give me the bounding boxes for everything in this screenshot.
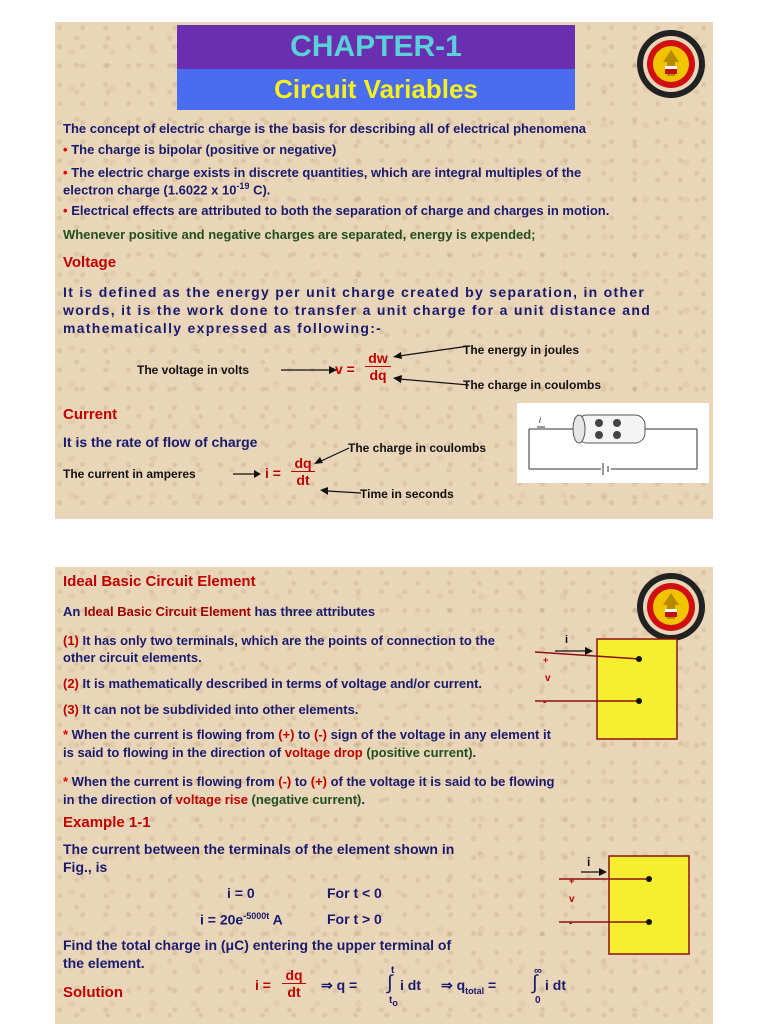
example-heading: Example 1-1 — [63, 814, 151, 831]
current-rise-line2 — [63, 792, 365, 807]
voltage-def-line1: It is defined as the energy per unit charge created by separation, in other — [63, 284, 646, 300]
asterisk-marker: * — [63, 774, 69, 789]
b1-plus: (+) — [278, 727, 295, 742]
electron-charge-exponent: -19 — [236, 181, 250, 191]
b2-a: When the current is flowing from — [68, 774, 279, 789]
integral1-sign: ∫ — [387, 972, 393, 994]
integral1-lower-sub: o — [392, 998, 398, 1008]
bullet-bipolar-text: The charge is bipolar (positive or negative) — [71, 142, 337, 157]
integral1-lower — [389, 995, 398, 1008]
bullet-marker: • — [63, 165, 68, 180]
attr-3-text: It can not be subdivided into other elements. — [78, 702, 359, 717]
arrow-left-icon — [391, 374, 471, 388]
intro-text: The concept of electric charge is the basis for describing all of electrical phenomena — [63, 121, 587, 136]
attr-pre: An — [63, 604, 84, 619]
current-drop-bullet — [63, 727, 551, 742]
bullet-marker: • — [63, 142, 68, 157]
voltage-fraction — [365, 350, 391, 383]
b1-c: sign of the voltage in any element it — [326, 727, 551, 742]
asterisk-marker: * — [63, 727, 69, 742]
slide-circuit-variables — [55, 22, 713, 519]
bullet-discrete — [63, 165, 581, 180]
chapter-subtitle: Circuit Variables — [177, 69, 575, 110]
case2-exponent: -5000t — [243, 911, 270, 921]
attribute-2 — [63, 676, 482, 691]
case1-condition: For t < 0 — [327, 885, 382, 901]
arrow-right-icon — [231, 468, 263, 480]
attr-term: Ideal Basic Circuit Element — [83, 604, 251, 619]
integral2-lower: 0 — [535, 995, 541, 1006]
arrow-right-icon — [279, 364, 339, 376]
b2-minus: (-) — [278, 774, 292, 789]
integral2-sign: ∫ — [532, 972, 538, 994]
solution-denominator: dt — [287, 984, 301, 1000]
current-numerator: dq — [291, 455, 315, 472]
voltage-def-line2: words, it is the work done to transfer a unit charge for a unit distance and — [63, 302, 652, 318]
voltage-drop-term: voltage drop — [284, 745, 363, 760]
example-line1: The current between the terminals of the element shown in — [63, 841, 455, 857]
current-definition: It is the rate of flow of charge — [63, 434, 258, 450]
voltage-numerator: dw — [365, 350, 391, 367]
voltage-denominator: dq — [369, 367, 387, 383]
b2-b: to — [291, 774, 311, 789]
element-figure-2 — [545, 850, 695, 960]
charge-coulombs-current-label: The charge in coulombs — [348, 441, 487, 455]
voltage-in-volts-label: The voltage in volts — [137, 363, 250, 377]
charge-flow-figure — [517, 403, 709, 483]
solution-heading: Solution — [63, 984, 123, 1001]
charge-coulombs-label: The charge in coulombs — [463, 378, 602, 392]
integral2-upper: ∞ — [534, 965, 542, 977]
current-eq-lhs: i = — [265, 465, 281, 481]
slide-ideal-basic-element — [55, 567, 713, 1024]
case2-unit: A — [269, 911, 283, 928]
integral2-body: i dt — [545, 977, 566, 993]
attr-3-number: (3) — [63, 702, 79, 717]
attr-2-number: (2) — [63, 676, 79, 691]
chapter-title: CHAPTER-1 — [177, 25, 575, 69]
attribute-3 — [63, 702, 358, 717]
voltage-heading: Voltage — [63, 254, 117, 271]
b1-end: . — [472, 745, 477, 760]
bullet-discrete-line2 — [63, 181, 270, 197]
attr-post: has three attributes — [250, 604, 376, 619]
attr-1-line1: It has only two terminals, which are the points of connection to the — [78, 633, 495, 648]
b2-plus: (+) — [310, 774, 327, 789]
bullet-effects-text: Electrical effects are attributed to both the separation of charge and charges in motion. — [71, 203, 610, 218]
find-line2: the element. — [63, 955, 145, 971]
electron-charge-text: electron charge (1.6022 x 10 — [63, 182, 237, 198]
integral1-body: i dt — [400, 977, 421, 993]
bullet-bipolar — [63, 142, 336, 157]
element-figure-1 — [535, 633, 695, 743]
find-line1: Find the total charge in (μC) entering the upper terminal of — [63, 937, 452, 953]
attr-2-text: It is mathematically described in terms of voltage and/or current. — [78, 676, 483, 691]
fig1-plus-label: + — [543, 655, 549, 665]
voltage-rise-term: voltage rise — [175, 792, 248, 807]
fig2-plus-label: + — [569, 876, 575, 886]
bullet-marker: • — [63, 203, 68, 218]
b2-l2-a: in the direction of — [63, 792, 176, 807]
fig1-voltage-label: v — [545, 673, 551, 684]
b2-end: . — [361, 792, 365, 807]
current-fraction — [291, 455, 315, 488]
solution-q-lhs: ⇒ q = — [321, 977, 358, 993]
arrow-left-icon — [313, 446, 353, 466]
energy-expended-text: Whenever positive and negative charges are separated, energy is expended; — [63, 227, 536, 242]
fig1-current-label: i — [565, 634, 569, 646]
attribute-1 — [63, 633, 495, 648]
b1-minus: (-) — [313, 727, 327, 742]
voltage-definition — [63, 283, 705, 337]
fig2-current-label: i — [587, 855, 591, 869]
arrow-left-icon — [391, 344, 471, 360]
voltage-def-line3: mathematically expressed as following:- — [63, 320, 383, 336]
solution-fraction — [282, 967, 306, 1000]
case1-equation: i = 0 — [227, 885, 255, 901]
qtotal-sub: total — [465, 985, 485, 996]
integral1-upper: t — [391, 965, 395, 976]
case2-equation — [200, 911, 283, 928]
current-amperes-label: The current in amperes — [63, 467, 196, 481]
qtotal-eq: = — [484, 977, 497, 993]
qtotal-arrow: ⇒ q — [441, 977, 466, 993]
bullet-discrete-line1: The electric charge exists in discrete quantities, which are integral multiples of the — [71, 165, 582, 180]
example-line2: Fig., is — [63, 859, 108, 875]
current-heading: Current — [63, 406, 118, 423]
ideal-element-heading: Ideal Basic Circuit Element — [63, 573, 256, 590]
negative-current-term: (negative current) — [247, 792, 362, 807]
solution-qtotal — [441, 977, 496, 996]
current-denominator: dt — [296, 472, 310, 488]
integral1-lower-var: t — [389, 995, 393, 1006]
attribute-1-line2: other circuit elements. — [63, 650, 202, 665]
solution-i-lhs: i = — [255, 977, 271, 993]
voltage-eq-lhs: v = — [335, 361, 355, 377]
b2-c: of the voltage it is said to be flowing — [326, 774, 555, 789]
figure-current-label: i — [539, 415, 541, 425]
b1-a: When the current is flowing from — [68, 727, 279, 742]
arrow-left-icon — [319, 486, 363, 498]
case2-condition: For t > 0 — [327, 911, 382, 927]
solution-numerator: dq — [282, 967, 306, 984]
current-rise-bullet — [63, 774, 555, 789]
b1-l2-a: is said to flowing in the direction of — [63, 745, 285, 760]
university-emblem-logo — [635, 28, 707, 100]
time-seconds-label: Time in seconds — [360, 487, 454, 501]
attr-1-number: (1) — [63, 633, 79, 648]
fig2-voltage-label: v — [569, 894, 575, 905]
positive-current-term: (positive current) — [362, 745, 473, 760]
fig1-minus-label: - — [543, 697, 547, 708]
energy-joules-label: The energy in joules — [463, 343, 580, 357]
bullet-effects — [63, 203, 609, 218]
current-drop-line2 — [63, 745, 476, 760]
b1-b: to — [294, 727, 314, 742]
fig2-minus-label: - — [569, 918, 573, 929]
attributes-intro — [63, 604, 375, 619]
electron-charge-unit: C). — [249, 182, 271, 198]
case2-base: i = 20e — [200, 911, 244, 928]
